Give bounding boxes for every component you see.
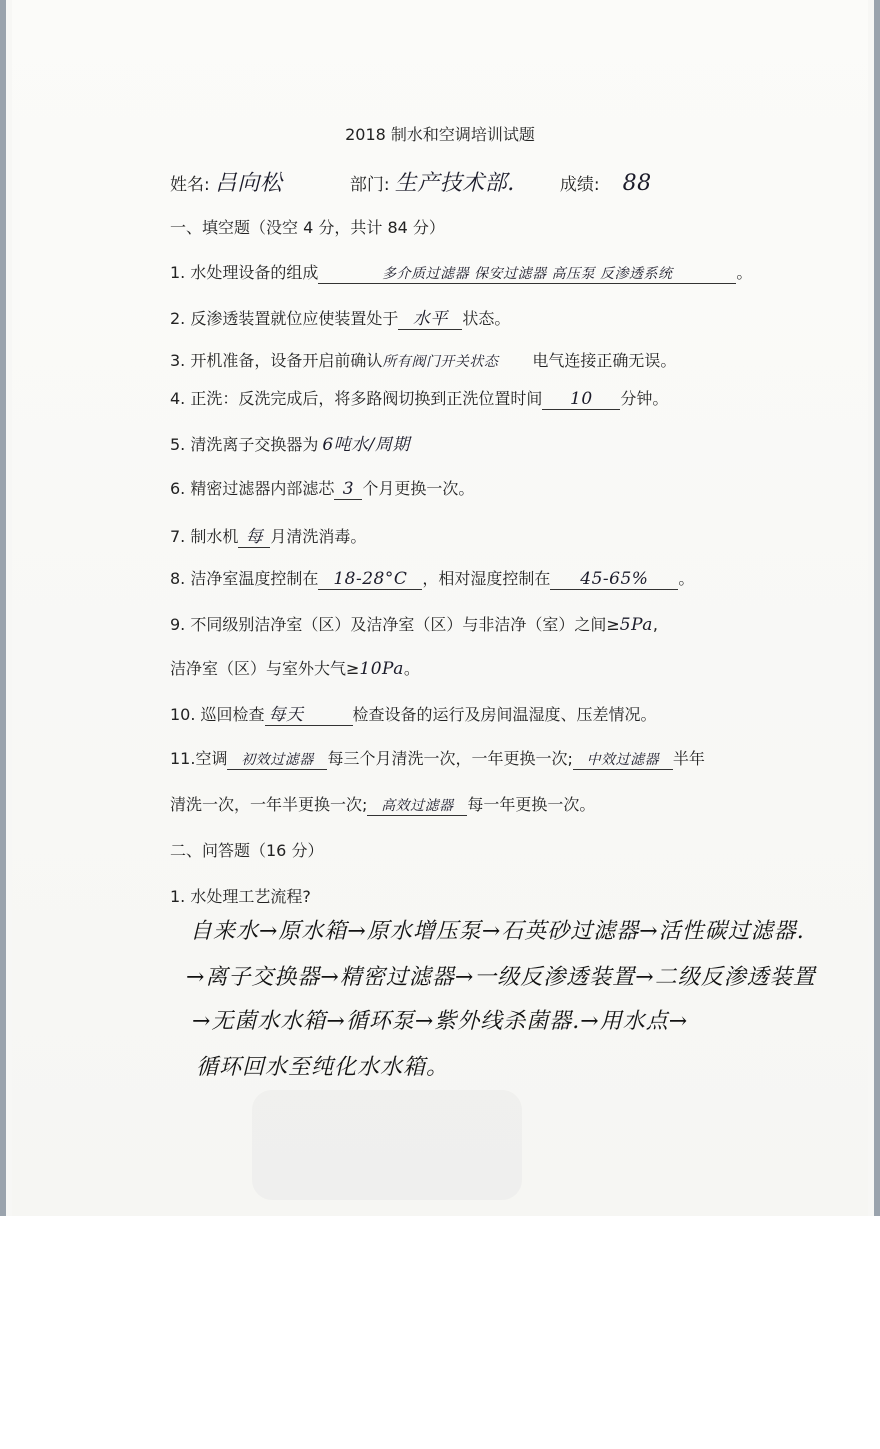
- name-label: 姓名:: [170, 175, 210, 195]
- q8-middle: ，相对湿度控制在: [422, 569, 551, 588]
- question-11: [170, 746, 705, 770]
- dept-label: 部门:: [349, 175, 390, 195]
- q11-text: 11.空调: [170, 749, 228, 768]
- q11-answer-1: 初效过滤器: [227, 749, 327, 770]
- qa1-question: 1. 水处理工艺流程?: [170, 887, 311, 906]
- q10-suffix: 检查设备的运行及房间温湿度、压差情况。: [352, 705, 657, 724]
- q3-suffix: 电气连接正确无误。: [532, 351, 677, 370]
- q5-answer: 6吨水/周期: [322, 435, 410, 455]
- q10-text: 10. 巡回检查: [170, 705, 265, 724]
- q10-answer: 每天: [265, 700, 353, 726]
- q2-text: 2. 反渗透装置就位应使装置处于: [170, 309, 399, 328]
- q1-text: 1. 水处理设备的组成: [170, 263, 319, 282]
- q11-line2-text: 清洗一次，一年半更换一次;: [170, 795, 368, 814]
- question-5: [170, 430, 410, 455]
- header-row: [170, 166, 652, 197]
- q11-middle-2: 半年: [672, 749, 705, 768]
- q6-text: 6. 精密过滤器内部滤芯: [170, 479, 335, 498]
- q4-suffix: 分钟。: [620, 389, 669, 408]
- question-8: [170, 566, 694, 590]
- dept-value: 生产技术部.: [394, 171, 515, 196]
- q11-answer-2: 中效过滤器: [573, 749, 673, 770]
- q3-text: 3. 开机准备，设备开启前确认: [170, 351, 383, 370]
- q9-suffix-1: ,: [652, 615, 658, 634]
- q2-suffix: 状态。: [462, 309, 511, 328]
- q9-answer-1: 5Pa: [619, 615, 653, 635]
- q9-line2-text: 洁净室（区）与室外大气≥: [170, 659, 360, 678]
- question-3: [170, 348, 676, 371]
- question-9: [170, 612, 658, 635]
- question-6: [170, 476, 474, 500]
- q3-answer: 所有阀门开关状态: [382, 354, 499, 370]
- q7-suffix: 月清洗消毒。: [270, 527, 367, 546]
- score-label: 成绩:: [559, 175, 600, 195]
- q2-answer: 水平: [398, 304, 462, 330]
- qa1-answer-line-2: →离子交换器→精密过滤器→一级反渗透装置→二级反渗透装置: [186, 965, 816, 990]
- q4-answer: 10: [542, 389, 620, 410]
- question-7: [170, 522, 366, 548]
- question-4: [170, 386, 668, 410]
- q8-suffix: 。: [678, 569, 695, 588]
- question-9-line2: [170, 656, 420, 679]
- paper-sheet: [12, 0, 868, 1216]
- question-10: [170, 700, 657, 726]
- question-11-line2: [170, 792, 595, 816]
- q9-suffix-2: 。: [403, 659, 420, 678]
- section1-heading: 一、填空题（没空 4 分，共计 84 分）: [170, 218, 445, 237]
- q6-answer: 3: [334, 479, 362, 500]
- paper-smudge: [252, 1090, 522, 1200]
- q6-suffix: 个月更换一次。: [362, 479, 475, 498]
- q4-text: 4. 正洗：反洗完成后，将多路阀切换到正洗位置时间: [170, 389, 543, 408]
- q8-answer-humidity: 45-65%: [550, 569, 678, 590]
- document-title: 2018 制水和空调培训试题: [345, 125, 535, 144]
- q1-suffix: 。: [736, 263, 753, 282]
- q11-answer-3: 高效过滤器: [367, 795, 467, 816]
- qa1-answer-line-1: 自来水→原水箱→原水增压泵→石英砂过滤器→活性碳过滤器.: [190, 919, 805, 944]
- section2-heading: 二、问答题（16 分）: [170, 841, 324, 860]
- q8-answer-temp: 18-28°C: [318, 569, 422, 590]
- q9-text: 9. 不同级别洁净室（区）及洁净室（区）与非洁净（室）之间≥: [170, 615, 620, 634]
- question-1: [170, 260, 752, 284]
- q5-text: 5. 清洗离子交换器为: [170, 435, 319, 454]
- q7-answer: 每: [238, 522, 270, 548]
- score-value: 88: [622, 171, 652, 196]
- q11-middle-1: 每三个月清洗一次，一年更换一次;: [327, 749, 573, 768]
- q1-answer: 多介质过滤器 保安过滤器 高压泵 反渗透系统: [318, 263, 736, 284]
- q11-suffix: 每一年更换一次。: [467, 795, 596, 814]
- name-value: 吕向松: [214, 171, 283, 196]
- qa1-answer-line-4: 循环回水至纯化水水箱。: [196, 1055, 450, 1080]
- qa1-answer-line-3: →无菌水水箱→循环泵→紫外线杀菌器.→用水点→: [192, 1009, 689, 1034]
- question-2: [170, 304, 510, 330]
- q9-answer-2: 10Pa: [359, 659, 404, 679]
- q8-text: 8. 洁净室温度控制在: [170, 569, 319, 588]
- q7-text: 7. 制水机: [170, 527, 239, 546]
